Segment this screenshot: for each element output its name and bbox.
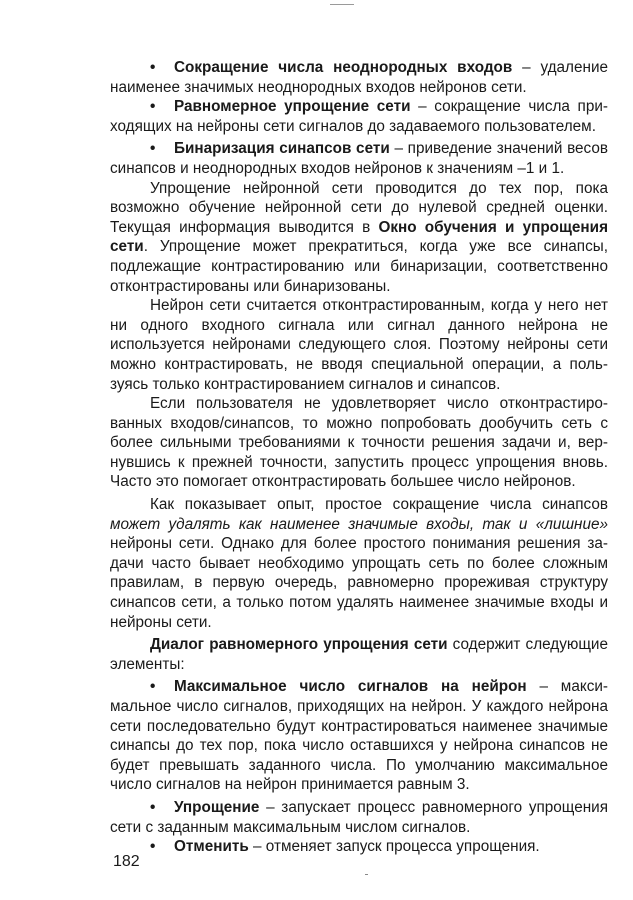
bullet-title: Сокращение числа неоднородных входов xyxy=(174,59,513,76)
paragraph-contrasted-neuron: Нейрон сети считается отконтрастированным, когда у него нет ни одного входного сигнала или сигнал данного нейрона не используется нейронами следующего слоя. Поэтому нейроны сети можно контрастировать, не вводя специальной операции, а пользуясь только контрастированием сигналов и синапсов. xyxy=(110,297,608,393)
bullet-title: Отменить xyxy=(174,838,249,856)
bullet-title: Максимальное число сигналов на нейрон xyxy=(174,678,527,696)
bullet-max-signals xyxy=(110,677,608,795)
bullet-text: – максимальное число сигналов, приходящих на нейрон. У каждого нейрона сети последовательно будут контрастироваться наименее значимые синапсы до тех пор, пока число оставшихся у нейрона синапсов не будет превышать заданного числа. По умолчанию максимальное число сигналов на нейрон принимается равным 3. xyxy=(110,678,609,794)
page-number: 182 xyxy=(113,853,140,870)
paragraph-italic: может удалять как наименее значимые входы, так и «лишние» xyxy=(110,515,608,533)
paragraph-text: содержит следующие элементы: xyxy=(110,636,608,673)
bullet-simplify xyxy=(110,798,608,837)
paragraph-dialog-intro xyxy=(110,635,608,674)
paragraph-text: . Упрощение может прекратиться, когда уже все синапсы, подлежащие контрастированию или бинаризации, соответственно отконтрастированы или бинаризованы. xyxy=(110,238,608,295)
bullet-text: – удаление наименее значимых неоднородных входов нейронов сети. xyxy=(110,59,608,96)
bullet-title: Бинаризация синапсов сети xyxy=(174,140,390,158)
bullet-text: – запускает процесс равномерного упрощения сети с заданным максимальным числом сигналов. xyxy=(110,798,608,836)
bullet-icon: • xyxy=(150,140,156,158)
bullet-title: Упрощение xyxy=(174,798,260,816)
bullet-uniform-simplification xyxy=(110,97,608,136)
bullet-reduce-inputs xyxy=(110,58,608,97)
paragraph-retrain: Если пользователя не удовлетворяет число отконтрастированных входов/синапсов, то можно попробовать дообучить сеть с более сильными требованиями к точности решения задачи и, вернувшись к прежней точности, запустить процесс упрощения вновь. Часто это помогает отконтрастировать большее число нейронов. xyxy=(110,395,608,491)
paragraph-text: нейроны сети. Однако для более простого понимания решения задачи часто бывает необходимо упрощать сеть по более сложным правилам, в первую очередь, равномерно прореживая структуру синапсов сети, а только потом удалять наименее значимые входы и нейроны сети. xyxy=(110,535,608,631)
bullet-text: – отменяет запуск процесса упрощения. xyxy=(248,838,540,856)
bullet-icon: • xyxy=(150,798,156,816)
bullet-icon: • xyxy=(150,678,156,696)
paragraph-text: Как показывает опыт, простое сокращение числа синапсов xyxy=(150,496,608,514)
bullet-binarization xyxy=(110,139,608,178)
bullet-text: – сокращение числа приходящих на нейроны сети сигналов до задаваемого пользователем. xyxy=(110,98,608,135)
paragraph-experience xyxy=(110,495,608,632)
scan-top-mark xyxy=(330,4,354,5)
bullet-text: – приведение значений весов синапсов и неоднородных входов нейронов к значениям –1 и 1. xyxy=(110,140,608,177)
paragraph-bold: Диалог равномерного упрощения сети xyxy=(150,636,448,654)
bullet-icon: • xyxy=(150,98,156,116)
bullet-icon: • xyxy=(150,59,156,76)
paragraph-text: Упрощение нейронной сети проводится до тех пор, пока возможно обучение нейронной сети до нулевой средней оценки. Текущая информация выводится в xyxy=(110,179,608,236)
bullet-title: Равномерное упрощение сети xyxy=(174,98,411,116)
paragraph-simplification xyxy=(110,179,608,297)
scan-speck xyxy=(365,874,368,875)
paragraph-bold: Окно обучения и упрощения сети xyxy=(110,218,609,256)
page-body xyxy=(110,58,608,857)
bullet-icon: • xyxy=(150,838,156,856)
bullet-cancel xyxy=(110,837,608,857)
